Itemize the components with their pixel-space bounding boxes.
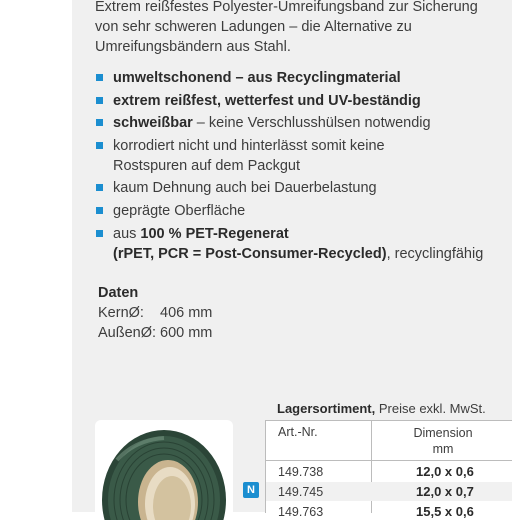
intro-line-3: Umreifungsbändern aus Stahl. [95,39,291,55]
row-dimension: 15,5 x 0,6 [416,504,474,519]
kern-label: KernØ: [98,305,144,321]
daten-aussen-row [98,325,212,341]
feature-bold: umweltschonend – aus Recyclingmaterial [113,70,401,86]
daten-kern-row [98,305,212,321]
table-row [266,462,512,481]
feature-list [95,68,510,266]
lagersortiment-heading [277,401,486,416]
row-art-nr: 149.745 [278,485,324,499]
square-bullet-icon [96,142,103,149]
square-bullet-icon [96,207,103,214]
feature-bold-2: (rPET, PCR = Post-Consumer-Recycled) [113,245,387,262]
strapping-band-coil-icon [95,420,233,520]
feature-text: kaum Dehnung auch bei Dauerbelastung [113,180,377,197]
feature-text: korrodiert nicht und hinterlässt somit keine [113,137,385,154]
feature-text: geprägte Oberfläche [113,202,246,219]
aussen-label: AußenØ: [98,325,157,341]
daten-heading: Daten [98,285,139,301]
feature-bold: schweißbar [113,115,193,132]
row-art-nr: 149.763 [278,505,324,519]
feature-bold: extrem reißfest, wetterfest und UV-beständig [113,92,421,109]
feature-item [95,178,510,198]
feature-item [95,224,510,264]
dimension-unit: mm [432,442,454,456]
new-item-badge: N [243,482,259,498]
row-dimension: 12,0 x 0,6 [416,464,474,479]
feature-item [95,113,510,133]
feature-text: aus [113,225,141,242]
feature-item [95,91,510,111]
price-table [265,420,512,519]
product-image [95,420,233,520]
dimension-label: Dimension [413,426,473,440]
feature-item [95,201,510,221]
kern-value: 406 mm [160,305,213,321]
square-bullet-icon [96,119,103,126]
feature-item [95,68,510,88]
lager-title-rest: Preise exkl. MwSt. [375,401,486,416]
product-intro [95,0,505,57]
square-bullet-icon [96,97,103,104]
feature-bold: 100 % PET-Regenerat [140,225,289,242]
feature-text-line-2: Rostspuren auf dem Packgut [113,157,300,174]
feature-item [95,136,510,176]
feature-text: – keine Verschlusshülsen notwendig [192,115,431,132]
feature-text-2: , recyclingfähig [386,245,484,262]
table-header-divider [266,460,512,461]
intro-line-1: Extrem reißfestes Polyester-Umreifungsband zur Sicherung [95,0,478,15]
aussen-value: 600 mm [160,325,213,341]
row-dimension: 12,0 x 0,7 [416,484,474,499]
square-bullet-icon [96,74,103,81]
table-row [266,482,512,501]
page-margin [0,0,72,512]
lager-title-bold: Lagersortiment, [277,401,376,416]
square-bullet-icon [96,230,103,237]
square-bullet-icon [96,184,103,191]
row-art-nr: 149.738 [278,465,324,479]
column-header-art-nr: Art.-Nr. [278,425,318,439]
column-header-dimension [378,425,508,457]
intro-line-2: von sehr schweren Ladungen – die Alternative zu [95,19,412,35]
feature-text-line-2 [113,244,510,264]
